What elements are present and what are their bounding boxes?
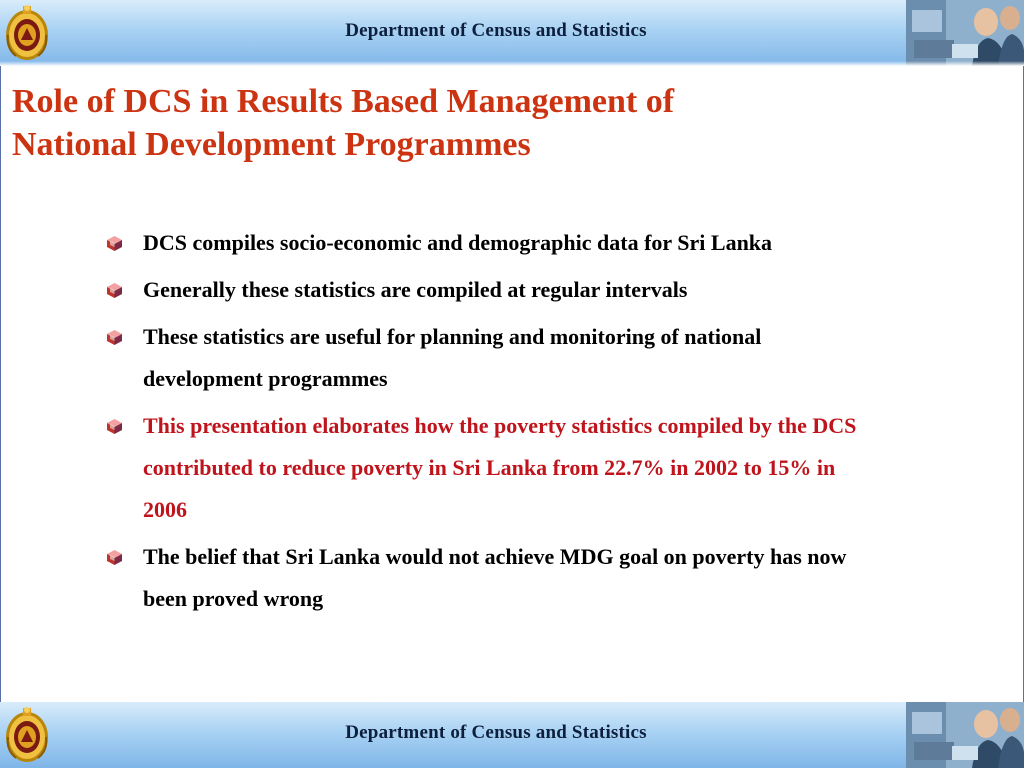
bullet-text: DCS compiles socio-economic and demographic data for Sri Lanka: [143, 230, 773, 255]
office-workers-photo: [906, 702, 1024, 768]
bullet-text: This presentation elaborates how the poverty statistics compiled by the DCS contributed to reduce poverty in Sri Lanka from 22.7% in 2002 to 15% in 2006: [143, 413, 857, 522]
bullet-cube-icon: [106, 549, 123, 566]
slide-title: [12, 80, 1002, 166]
bullet-cube-icon: [106, 329, 123, 346]
bullet-text: These statistics are useful for planning and monitoring of national development programmes: [143, 324, 762, 391]
banner-glow: [0, 61, 1024, 66]
bullet-cube-icon: [106, 418, 123, 435]
bullet-item-1: [106, 222, 866, 264]
bullet-list: [106, 222, 866, 625]
bullet-text: The belief that Sri Lanka would not achieve MDG goal on poverty has now been proved wrong: [143, 544, 847, 611]
office-workers-photo: [906, 0, 1024, 66]
footer-banner: [0, 702, 1024, 768]
header-banner: [0, 0, 1024, 66]
slide-title-line1: Role of DCS in Results Based Management of: [12, 83, 675, 120]
slide-title-line2: National Development Programmes: [12, 126, 531, 163]
bullet-item-5: [106, 536, 866, 620]
bullet-item-3: [106, 316, 866, 400]
footer-title: Department of Census and Statistics: [345, 722, 647, 743]
bullet-text: Generally these statistics are compiled at regular intervals: [143, 277, 688, 302]
header-title: Department of Census and Statistics: [345, 20, 647, 41]
bullet-item-4-highlighted: [106, 405, 866, 531]
bullet-cube-icon: [106, 282, 123, 299]
bullet-item-2: [106, 269, 866, 311]
slide-border-left: [0, 66, 1, 702]
bullet-cube-icon: [106, 235, 123, 252]
